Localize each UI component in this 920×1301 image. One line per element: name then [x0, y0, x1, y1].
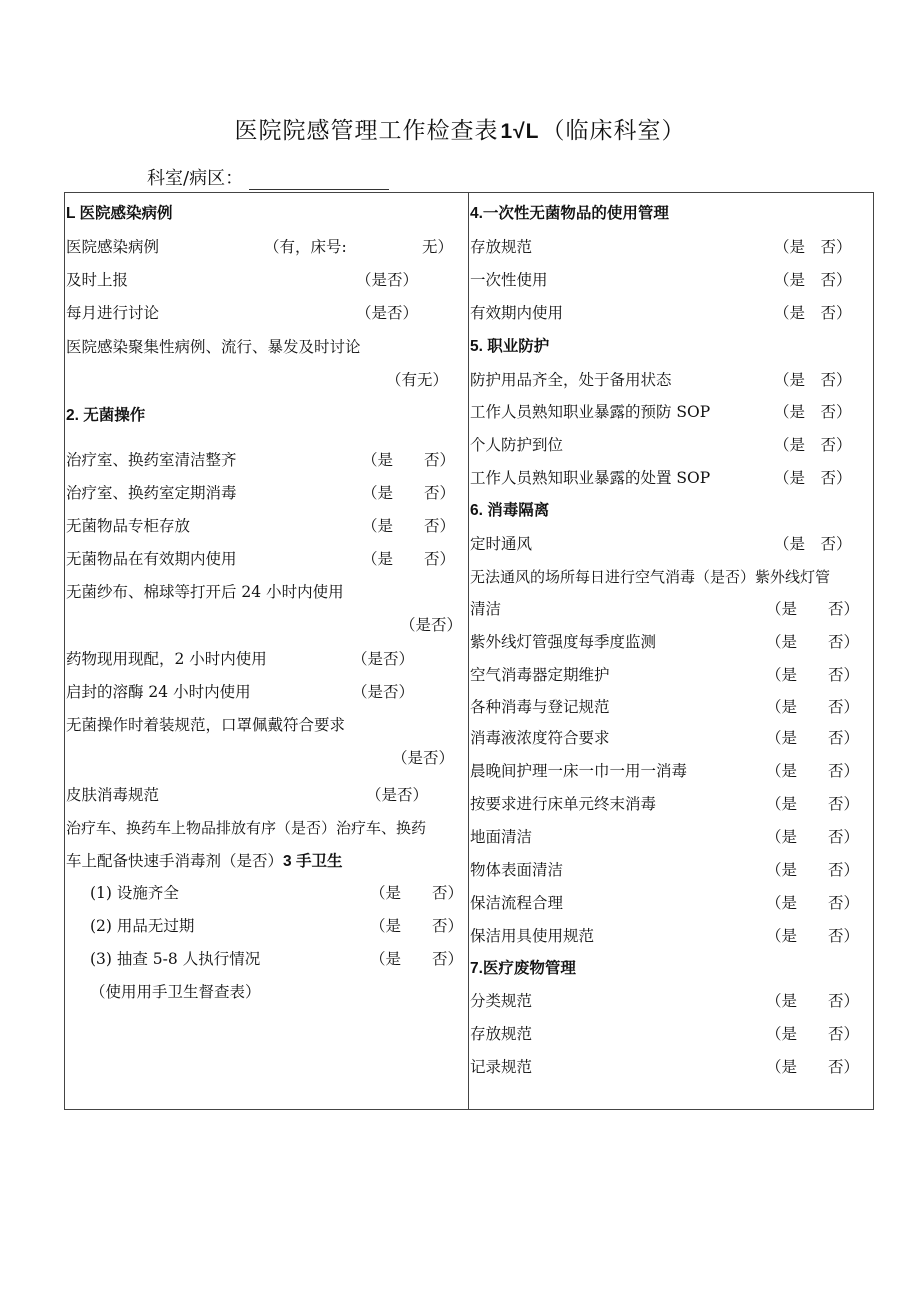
section-heading-aseptic: 2. 无菌操作	[66, 407, 146, 424]
page-title	[0, 112, 920, 145]
check-item: 防护用品齐全，处于备用状态 （是 否）	[470, 368, 856, 392]
section-heading-infection-cases: L 医院感染病例	[66, 205, 173, 222]
option-choice[interactable]: （是 否）	[766, 633, 860, 651]
check-item: 有效期内使用 （是 否）	[470, 301, 856, 325]
check-item: 车上配备快速手消毒剂（是否）3 手卫生	[66, 852, 343, 870]
option-choice[interactable]: （是 否）	[766, 861, 860, 879]
check-item: 保洁流程合理 （是 否）	[470, 891, 856, 915]
section-heading-occupational: 5. 职业防护	[470, 338, 550, 355]
check-item: 无菌物品在有效期内使用 （是 否）	[66, 547, 456, 571]
check-item: 晨晚间护理一床一巾一用一消毒 （是 否）	[470, 759, 856, 783]
option-choice[interactable]: （有，床号:	[264, 238, 347, 256]
check-item: 按要求进行床单元终末消毒 （是 否）	[470, 792, 856, 816]
check-item: 保洁用具使用规范 （是 否）	[470, 924, 856, 948]
option-choice[interactable]: （是 否）	[766, 1025, 860, 1043]
check-item: (1) 设施齐全 （是 否）	[90, 881, 456, 905]
option-choice[interactable]: （是 否）	[766, 698, 860, 716]
check-item: 紫外线灯管强度每季度监测 （是 否）	[470, 630, 856, 654]
option-choice[interactable]: （是 否）	[362, 484, 456, 502]
option-choice[interactable]: （是 否）	[766, 992, 860, 1010]
check-item: 工作人员熟知职业暴露的预防 SOP （是 否）	[470, 400, 856, 424]
option-choice[interactable]: （是否）	[356, 304, 419, 322]
option-choice[interactable]: （是 否）	[774, 535, 852, 553]
check-item: 定时通风 （是 否）	[470, 532, 856, 556]
option-choice[interactable]: （是 否）	[774, 469, 852, 487]
option-choice[interactable]: （有无）	[386, 371, 449, 389]
check-item: 一次性使用 （是 否）	[470, 268, 856, 292]
check-item: 记录规范 （是 否）	[470, 1055, 856, 1079]
check-item: 无菌操作时着装规范，口罩佩戴符合要求	[66, 716, 346, 734]
check-item: 药物现用现配，2 小时内使用 （是否）	[66, 647, 456, 671]
option-choice[interactable]: （是 否）	[766, 729, 860, 747]
option-choice[interactable]: （是 否）	[774, 304, 852, 322]
option-choice[interactable]: （是否）	[352, 650, 415, 668]
department-blank-field[interactable]	[249, 171, 389, 190]
check-item: 及时上报 （是否）	[66, 268, 456, 292]
check-item: 治疗车、换药车上物品排放有序（是否）治疗车、换药	[66, 819, 427, 837]
option-choice[interactable]: （是否）	[392, 749, 455, 767]
option-choice[interactable]: （是 否）	[774, 271, 852, 289]
check-item: 物体表面清洁 （是 否）	[470, 858, 856, 882]
check-item: 个人防护到位 （是 否）	[470, 433, 856, 457]
option-choice[interactable]: （是 否）	[766, 666, 860, 684]
option-choice[interactable]: （是 否）	[766, 1058, 860, 1076]
option-choice[interactable]: （是 否）	[362, 517, 456, 535]
check-item: 工作人员熟知职业暴露的处置 SOP （是 否）	[470, 466, 856, 490]
check-item: 医院感染聚集性病例、流行、暴发及时讨论	[66, 338, 361, 356]
check-item-note: （使用用手卫生督查表）	[90, 983, 261, 1001]
title-code: 1√L	[500, 120, 540, 143]
section-heading-disinfection: 6. 消毒隔离	[470, 502, 550, 519]
section-heading-hand-hygiene: 3 手卫生	[283, 853, 343, 870]
option-choice[interactable]: （是 否）	[766, 795, 860, 813]
title-suffix: （临床科室）	[541, 118, 686, 144]
check-item: 每月进行讨论 （是否）	[66, 301, 456, 325]
department-label: 科室/病区：	[147, 168, 244, 189]
check-item: 存放规范 （是 否）	[470, 1022, 856, 1046]
section-heading-disposables: 4.一次性无菌物品的使用管理	[470, 205, 669, 222]
option-choice[interactable]: （是 否）	[774, 403, 852, 421]
option-choice[interactable]: （是 否）	[370, 950, 464, 968]
option-choice[interactable]: （是 否）	[362, 550, 456, 568]
check-item: 治疗室、换药室清洁整齐 （是 否）	[66, 448, 456, 472]
option-choice[interactable]: （是否）	[352, 683, 415, 701]
check-item: 分类规范 （是 否）	[470, 989, 856, 1013]
option-choice[interactable]: （是 否）	[370, 884, 464, 902]
option-choice[interactable]: （是 否）	[766, 828, 860, 846]
check-item: (3) 抽查 5-8 人执行情况 （是 否）	[90, 947, 456, 971]
option-choice[interactable]: （是否）	[400, 616, 463, 634]
check-item: 医院感染病例 （有，床号: 无）	[66, 235, 452, 259]
option-choice[interactable]: （是 否）	[766, 894, 860, 912]
option-choice[interactable]: （是 否）	[766, 927, 860, 945]
option-choice[interactable]: （是 否）	[766, 600, 860, 618]
department-line	[147, 164, 389, 190]
option-choice[interactable]: （是 否）	[774, 371, 852, 389]
section-heading-medical-waste: 7.医疗废物管理	[470, 960, 576, 977]
check-item: 无法通风的场所每日进行空气消毒（是否）紫外线灯管	[470, 568, 831, 586]
option-choice[interactable]: （是 否）	[774, 436, 852, 454]
check-item: 地面清洁 （是 否）	[470, 825, 856, 849]
check-item: 无菌纱布、棉球等打开后 24 小时内使用	[66, 583, 344, 601]
column-divider	[468, 192, 469, 1110]
option-choice[interactable]: （是 否）	[370, 917, 464, 935]
option-choice[interactable]: （是否）	[366, 786, 429, 804]
option-choice[interactable]: （是 否）	[362, 451, 456, 469]
check-item: 清洁 （是 否）	[470, 597, 856, 621]
option-choice[interactable]: （是否）	[356, 271, 419, 289]
check-item: (2) 用品无过期 （是 否）	[90, 914, 456, 938]
option-choice[interactable]: 无）	[422, 238, 454, 256]
check-item: 皮肤消毒规范 （是否）	[66, 783, 456, 807]
option-choice[interactable]: （是 否）	[774, 238, 852, 256]
check-item: 消毒液浓度符合要求 （是 否）	[470, 726, 856, 750]
check-item: 启封的溶酶 24 小时内使用 （是否）	[66, 680, 456, 704]
check-item: 空气消毒器定期维护 （是 否）	[470, 663, 856, 687]
check-item: 治疗室、换药室定期消毒 （是 否）	[66, 481, 456, 505]
option-choice[interactable]: （是 否）	[766, 762, 860, 780]
check-item: 各种消毒与登记规范 （是 否）	[470, 695, 856, 719]
check-item: 存放规范 （是 否）	[470, 235, 856, 259]
check-item: 无菌物品专柜存放 （是 否）	[66, 514, 456, 538]
title-prefix: 医院院感管理工作检查表	[234, 118, 499, 144]
